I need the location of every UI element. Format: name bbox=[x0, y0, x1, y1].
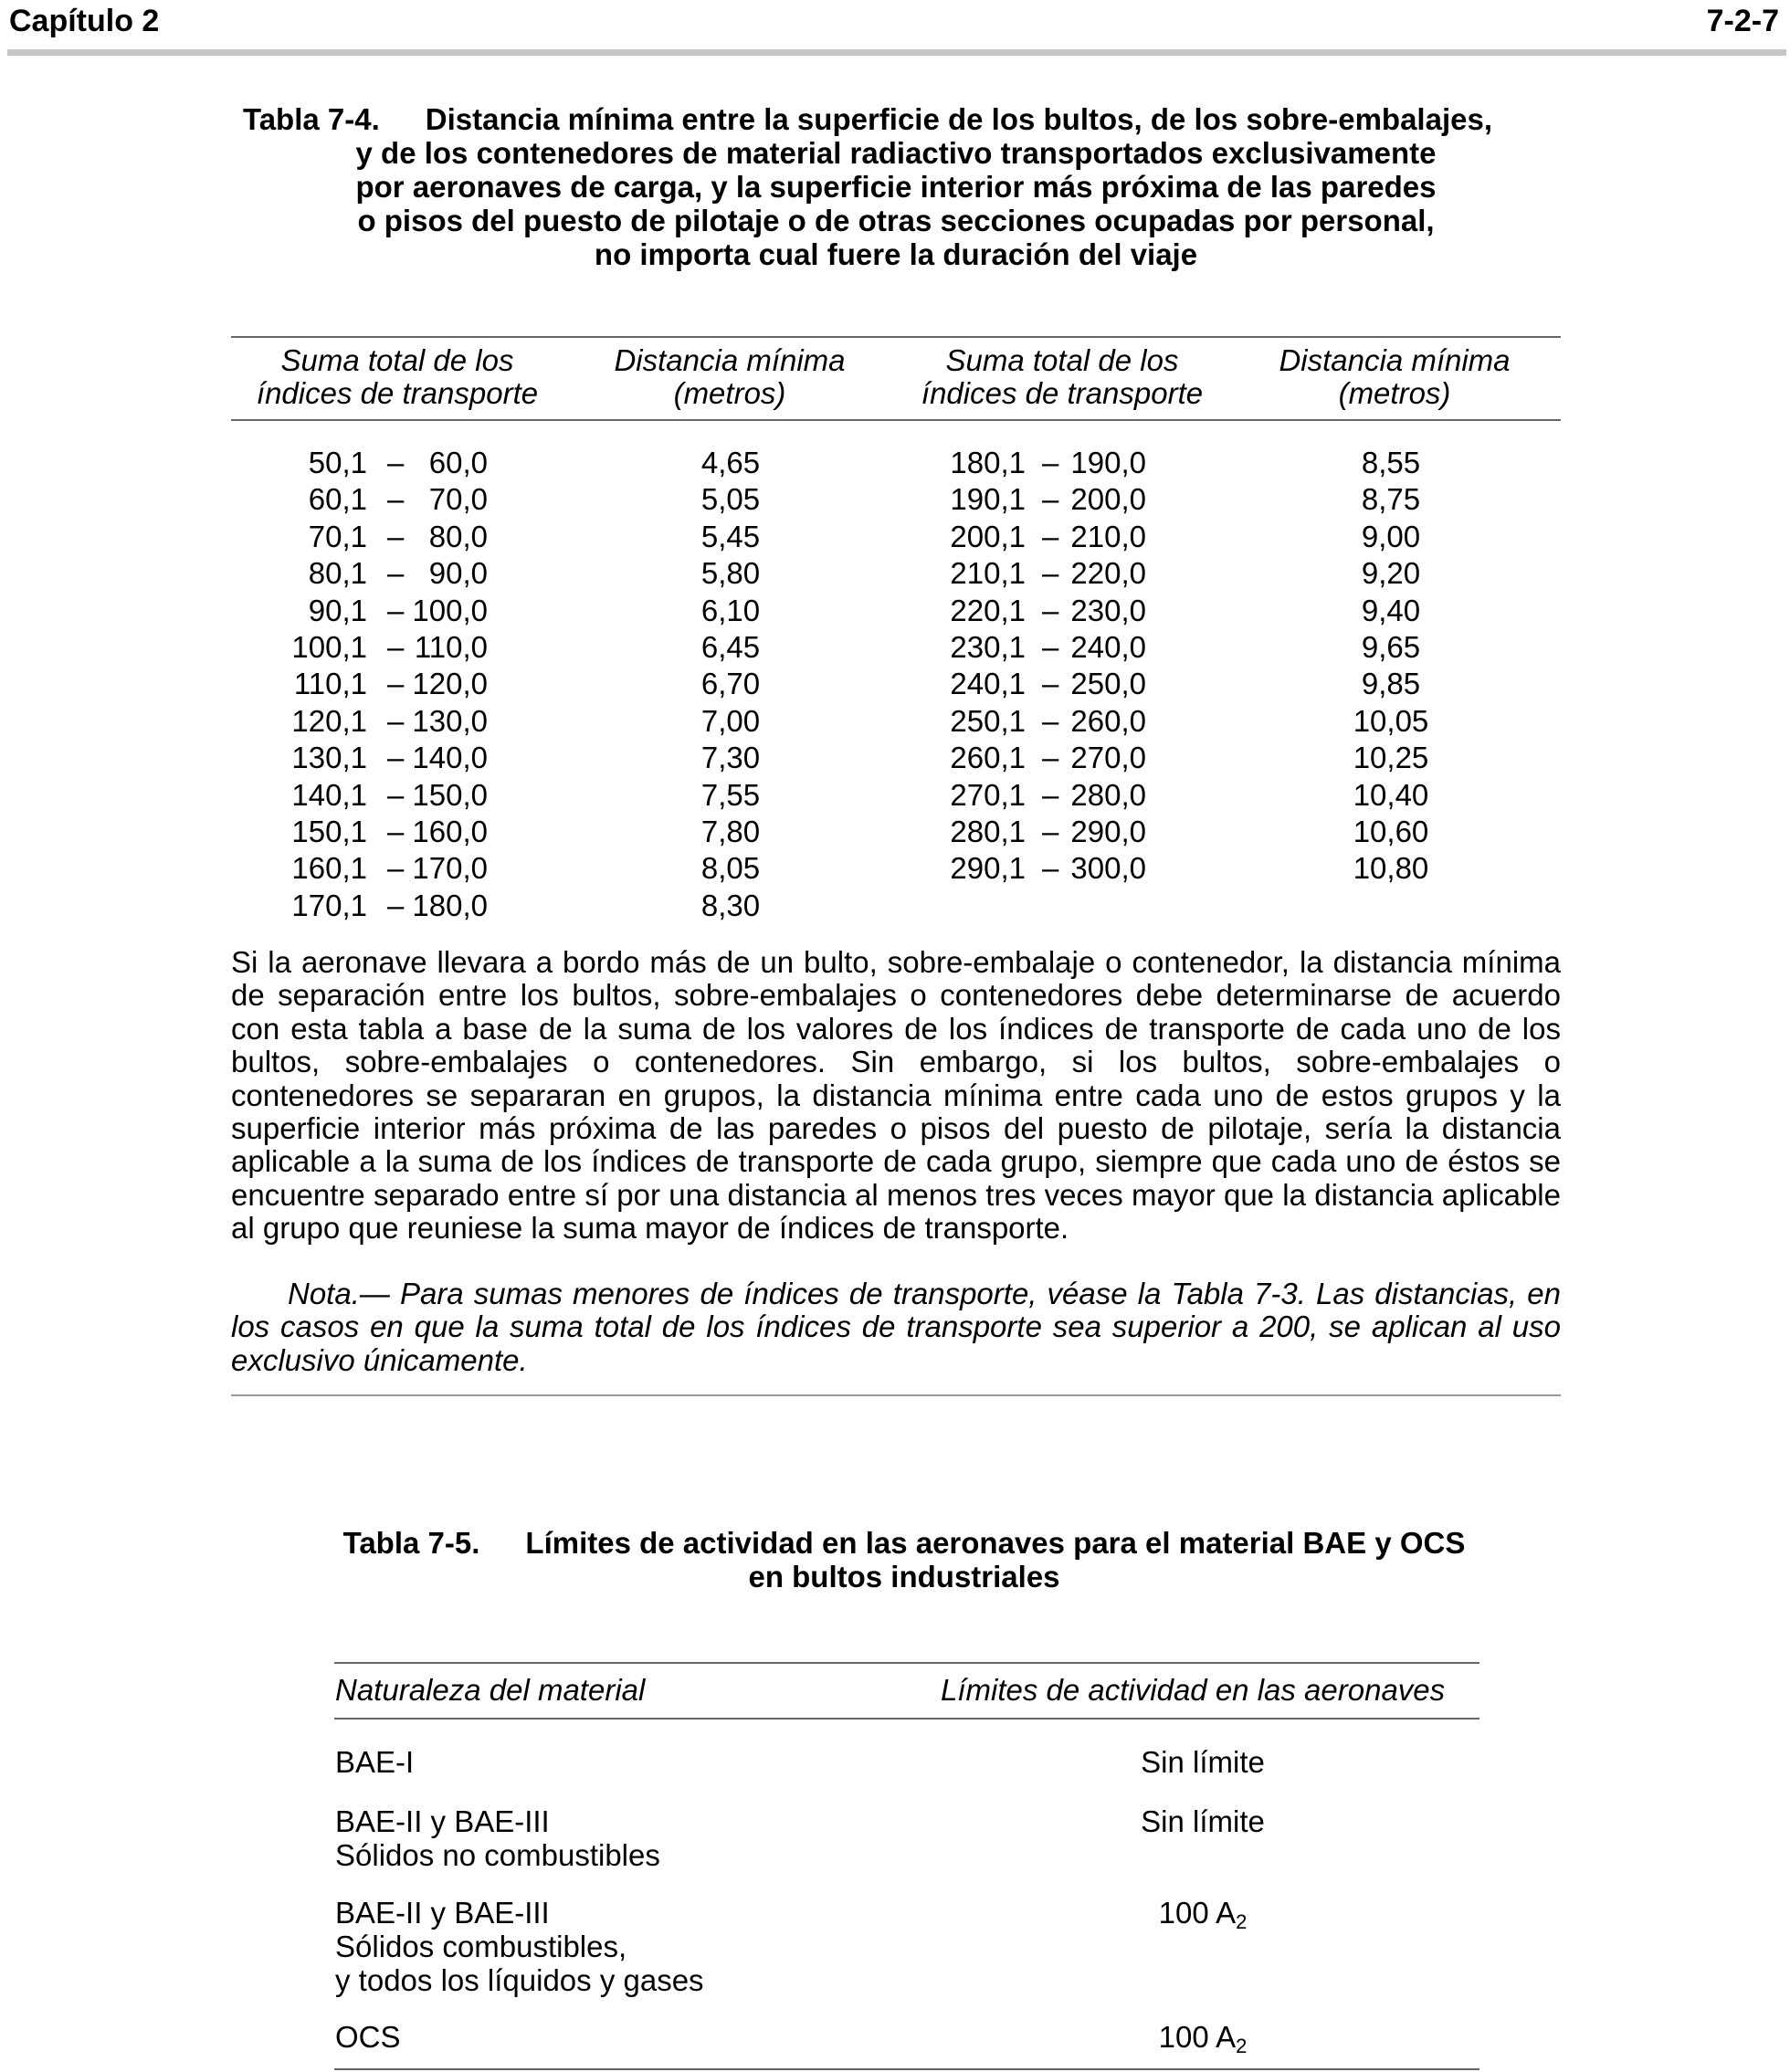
range-dash: – bbox=[387, 519, 405, 553]
range-dash: – bbox=[387, 446, 405, 479]
range-to: 150,0 bbox=[412, 777, 488, 812]
header-line: índices de transporte bbox=[256, 376, 539, 410]
range-dash: – bbox=[387, 667, 405, 701]
range-from: 220,1 bbox=[950, 593, 1026, 627]
min-distance: 7,30 bbox=[700, 741, 761, 775]
caption-text: Distancia mínima entre la superficie de los bultos, de los sobre-embalajes, bbox=[425, 102, 1492, 136]
min-distance: 8,55 bbox=[1361, 446, 1421, 479]
column-header-distance-1 bbox=[563, 344, 896, 410]
min-distance: 5,80 bbox=[700, 556, 761, 591]
limit-text: Sin límite bbox=[1141, 1745, 1265, 1779]
caption-line bbox=[243, 102, 1549, 136]
min-distance: 10,05 bbox=[1353, 703, 1429, 738]
min-distance: 10,80 bbox=[1353, 851, 1429, 886]
min-distance: 6,70 bbox=[700, 667, 761, 701]
range-from: 50,1 bbox=[308, 446, 367, 479]
table-number: Tabla 7-5. bbox=[342, 1526, 480, 1560]
limit-cell bbox=[1011, 2020, 1395, 2057]
table-row bbox=[0, 704, 1790, 741]
caption-line: en bultos industriales bbox=[748, 1560, 1060, 1593]
limit-subscript: 2 bbox=[1236, 2035, 1248, 2057]
table-row bbox=[0, 556, 1790, 593]
caption-line: por aeronaves de carga, y la superficie interior más próxima de las paredes bbox=[355, 170, 1437, 204]
range-dash: – bbox=[387, 888, 405, 922]
range-to: 290,0 bbox=[1070, 815, 1146, 848]
caption-line: y de los contenedores de material radiactivo transportados exclusivamente bbox=[355, 136, 1437, 170]
header-line: Suma total de los bbox=[280, 343, 514, 377]
range-from: 110,1 bbox=[293, 667, 367, 701]
range-from: 60,1 bbox=[308, 482, 367, 517]
range-to: 200,0 bbox=[1070, 482, 1146, 517]
range-to: 90,0 bbox=[428, 556, 488, 591]
table2-header-rule bbox=[334, 1718, 1479, 1720]
min-distance: 8,75 bbox=[1361, 482, 1421, 517]
column-header-distance-2 bbox=[1228, 344, 1561, 410]
range-to: 300,0 bbox=[1070, 851, 1146, 886]
range-dash: – bbox=[387, 703, 405, 738]
min-distance: 8,30 bbox=[700, 888, 761, 922]
range-to: 270,0 bbox=[1070, 741, 1146, 775]
min-distance: 6,10 bbox=[700, 593, 761, 627]
range-dash: – bbox=[387, 593, 405, 627]
table-7-5-caption bbox=[311, 1526, 1498, 1593]
range-to: 110,0 bbox=[414, 630, 488, 664]
page-header bbox=[0, 0, 1790, 51]
table-7-4-caption bbox=[243, 102, 1549, 271]
column-header-sum-2 bbox=[896, 344, 1228, 410]
range-from: 190,1 bbox=[950, 482, 1026, 517]
caption-line: no importa cual fuere la duración del viaje bbox=[594, 237, 1198, 271]
range-to: 230,0 bbox=[1070, 593, 1146, 627]
limit-cell bbox=[1011, 1804, 1395, 1838]
range-from: 120,1 bbox=[291, 703, 367, 738]
column-header-material: Naturaleza del material bbox=[335, 1673, 646, 1707]
section-bottom-rule bbox=[231, 1394, 1561, 1396]
range-dash: – bbox=[1042, 630, 1059, 664]
caption-text: Límites de actividad en las aeronaves para el material BAE y OCS bbox=[525, 1526, 1466, 1560]
header-rule bbox=[7, 49, 1786, 56]
range-dash: – bbox=[1042, 815, 1059, 848]
range-dash: – bbox=[1042, 741, 1059, 775]
header-line: (metros) bbox=[673, 376, 786, 410]
range-dash: – bbox=[1042, 446, 1059, 479]
range-from: 160,1 bbox=[291, 851, 367, 886]
range-dash: – bbox=[387, 556, 405, 591]
page-number: 7-2-7 bbox=[1706, 4, 1779, 38]
min-distance: 7,80 bbox=[700, 815, 761, 848]
material-cell: BAE-I bbox=[335, 1745, 415, 1779]
table-number: Tabla 7-4. bbox=[243, 102, 380, 136]
range-from: 290,1 bbox=[950, 851, 1026, 886]
min-distance: 8,05 bbox=[700, 851, 761, 886]
min-distance: 5,05 bbox=[700, 482, 761, 517]
range-dash: – bbox=[387, 851, 405, 886]
range-to: 120,0 bbox=[412, 667, 488, 701]
range-from: 230,1 bbox=[950, 630, 1026, 664]
material-cell: BAE-II y BAE-III Sólidos no combustibles bbox=[335, 1804, 660, 1872]
range-dash: – bbox=[387, 630, 405, 664]
range-to: 210,0 bbox=[1070, 519, 1146, 553]
range-to: 260,0 bbox=[1070, 703, 1146, 738]
table-row bbox=[0, 851, 1790, 888]
range-dash: – bbox=[1042, 482, 1059, 517]
table-top-rule bbox=[231, 336, 1561, 338]
min-distance: 10,60 bbox=[1353, 815, 1429, 848]
limit-cell bbox=[1011, 1745, 1395, 1779]
table-row bbox=[0, 594, 1790, 630]
range-from: 90,1 bbox=[308, 593, 367, 627]
min-distance: 9,40 bbox=[1361, 593, 1421, 627]
table-row bbox=[0, 741, 1790, 777]
header-line: Distancia mínima bbox=[614, 343, 846, 377]
range-from: 280,1 bbox=[950, 815, 1026, 848]
range-dash: – bbox=[1042, 703, 1059, 738]
range-from: 260,1 bbox=[950, 741, 1026, 775]
range-from: 70,1 bbox=[308, 519, 367, 553]
limit-subscript: 2 bbox=[1236, 1910, 1248, 1933]
range-to: 70,0 bbox=[428, 482, 488, 517]
range-dash: – bbox=[1042, 777, 1059, 812]
table-row bbox=[0, 667, 1790, 703]
column-header-activity-limit: Límites de actividad en las aeronaves bbox=[941, 1673, 1446, 1707]
range-to: 130,0 bbox=[412, 703, 488, 738]
min-distance: 7,00 bbox=[700, 703, 761, 738]
table-row bbox=[0, 630, 1790, 667]
table-row bbox=[0, 446, 1790, 482]
caption-line bbox=[311, 1526, 1498, 1560]
range-to: 250,0 bbox=[1070, 667, 1146, 701]
min-distance: 9,85 bbox=[1361, 667, 1421, 701]
range-from: 240,1 bbox=[950, 667, 1026, 701]
range-to: 80,0 bbox=[428, 519, 488, 553]
min-distance: 9,20 bbox=[1361, 556, 1421, 591]
min-distance: 9,00 bbox=[1361, 519, 1421, 553]
range-from: 140,1 bbox=[291, 777, 367, 812]
min-distance: 9,65 bbox=[1361, 630, 1421, 664]
note-paragraph: Nota.— Para sumas menores de índices de transporte, véase la Tabla 7-3. Las distancias, en los casos en que la suma total de los índices de transporte sea superior a 200, se aplican al uso exclusivo únicamente. bbox=[231, 1277, 1561, 1377]
range-from: 100,1 bbox=[291, 630, 367, 664]
range-from: 200,1 bbox=[950, 519, 1026, 553]
range-dash: – bbox=[387, 741, 405, 775]
explanatory-paragraph: Si la aeronave llevara a bordo más de un bulto, sobre-embalaje o contenedor, la distancia mínima de separación entre los bultos, sobre-embalajes o contenedores debe determinarse de acuerdo con esta tabla a base de la suma de los valores de los índices de transporte de cada uno de los bultos, sobre-embalajes o contenedores. Sin embargo, si los bultos, sobre-embalajes o contenedores se separaran en grupos, la distancia mínima entre cada uno de estos grupos y la superficie interior más próxima de las paredes o pisos del puesto de pilotaje, sería la distancia aplicable a la suma de los índices de transporte de cada grupo, siempre que cada uno de éstos se encuentre separado entre sí por una distancia al menos tres veces mayor que la distancia aplicable al grupo que reuniese la suma mayor de índices de transporte. bbox=[231, 945, 1561, 1246]
min-distance: 4,65 bbox=[700, 446, 761, 479]
range-from: 80,1 bbox=[308, 556, 367, 591]
table-header-rule bbox=[231, 419, 1561, 421]
min-distance: 5,45 bbox=[700, 519, 761, 553]
header-line: Distancia mínima bbox=[1279, 343, 1511, 377]
chapter-label: Capítulo 2 bbox=[9, 4, 160, 38]
limit-text: Sin límite bbox=[1141, 1804, 1265, 1838]
range-dash: – bbox=[387, 482, 405, 517]
range-from: 130,1 bbox=[291, 741, 367, 775]
range-to: 140,0 bbox=[412, 741, 488, 775]
limit-cell bbox=[1011, 1896, 1395, 1933]
range-to: 190,0 bbox=[1070, 446, 1146, 479]
range-from: 210,1 bbox=[950, 556, 1026, 591]
range-to: 100,0 bbox=[412, 593, 488, 627]
range-from: 250,1 bbox=[950, 703, 1026, 738]
range-from: 270,1 bbox=[950, 777, 1026, 812]
caption-line: o pisos del puesto de pilotaje o de otras secciones ocupadas por personal, bbox=[357, 204, 1435, 237]
range-dash: – bbox=[1042, 519, 1059, 553]
range-to: 60,0 bbox=[428, 446, 488, 479]
table-row bbox=[0, 482, 1790, 519]
table-row bbox=[0, 815, 1790, 851]
header-line: (metros) bbox=[1338, 376, 1451, 410]
header-line: índices de transporte bbox=[921, 376, 1204, 410]
range-from: 180,1 bbox=[950, 446, 1026, 479]
range-to: 240,0 bbox=[1070, 630, 1146, 664]
range-dash: – bbox=[387, 777, 405, 812]
range-to: 170,0 bbox=[412, 851, 488, 886]
min-distance: 10,40 bbox=[1353, 777, 1429, 812]
header-line: Suma total de los bbox=[945, 343, 1179, 377]
table2-top-rule bbox=[334, 1662, 1479, 1664]
range-dash: – bbox=[1042, 851, 1059, 886]
range-from: 170,1 bbox=[291, 888, 367, 922]
range-dash: – bbox=[1042, 667, 1059, 701]
range-to: 220,0 bbox=[1070, 556, 1146, 591]
min-distance: 6,45 bbox=[700, 630, 761, 664]
range-dash: – bbox=[387, 815, 405, 848]
min-distance: 10,25 bbox=[1353, 741, 1429, 775]
min-distance: 7,55 bbox=[700, 777, 761, 812]
table-row bbox=[0, 889, 1790, 925]
range-dash: – bbox=[1042, 593, 1059, 627]
limit-text: 100 A bbox=[1158, 1896, 1237, 1930]
material-cell: OCS bbox=[335, 2020, 401, 2054]
range-to: 280,0 bbox=[1070, 777, 1146, 812]
range-from: 150,1 bbox=[291, 815, 367, 848]
table-row bbox=[0, 520, 1790, 556]
limit-text: 100 A bbox=[1158, 2020, 1237, 2054]
table2-bottom-rule bbox=[334, 2068, 1479, 2070]
range-to: 180,0 bbox=[412, 888, 488, 922]
range-dash: – bbox=[1042, 556, 1059, 591]
table-row bbox=[0, 778, 1790, 815]
column-header-sum-1 bbox=[231, 344, 563, 410]
range-to: 160,0 bbox=[412, 815, 488, 848]
material-cell: BAE-II y BAE-III Sólidos combustibles, y todos los líquidos y gases bbox=[335, 1896, 704, 1997]
